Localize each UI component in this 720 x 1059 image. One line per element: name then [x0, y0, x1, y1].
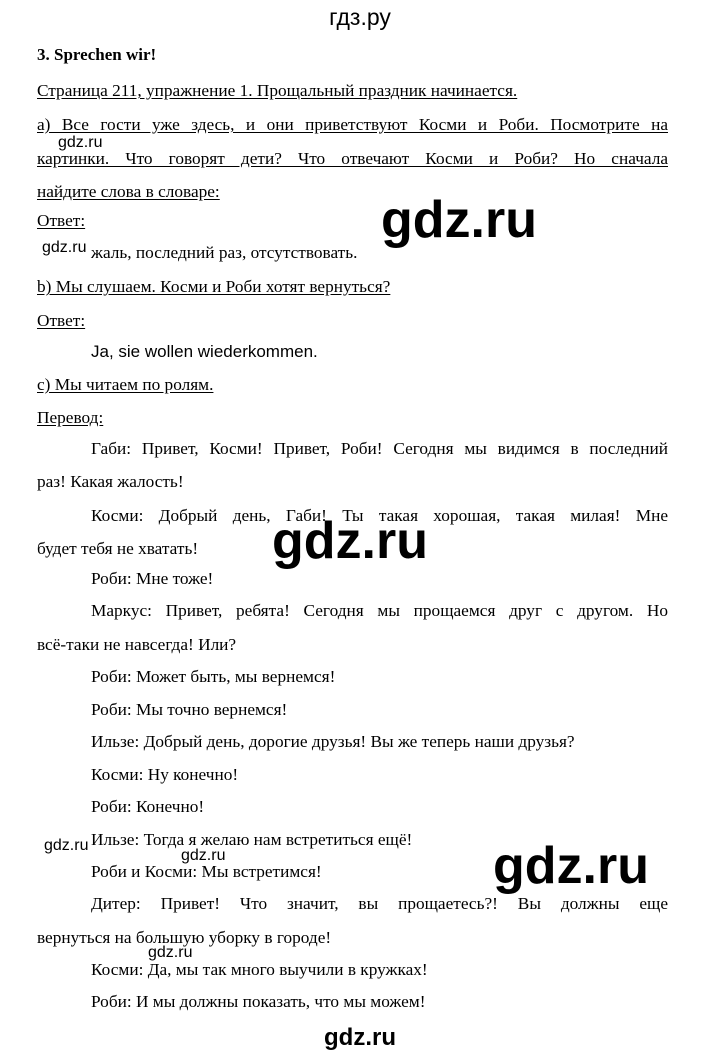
dialogue-line: Роби и Косми: Мы встретимся! [91, 862, 322, 881]
dialogue-line: Габи: Привет, Косми! Привет, Роби! Сегодня мы видимся в последний [91, 439, 668, 458]
answer-b-text: Ja, sie wollen wiederkommen. [91, 342, 318, 361]
task-b: b) Мы слушаем. Косми и Роби хотят вернуться? [37, 277, 391, 296]
watermark-small: gdz.ru [42, 239, 87, 256]
task-a-line-1: а) Все гости уже здесь, и они приветствуют Косми и Роби. Посмотрите на [37, 115, 668, 134]
dialogue-line: Косми: Добрый день, Габи! Ты такая хорошая, такая милая! Мне [91, 506, 668, 525]
translation-label: Перевод: [37, 408, 104, 427]
site-header-title: гдз.ру [329, 4, 391, 30]
dialogue-line: Роби: И мы должны показать, что мы можем! [91, 992, 426, 1011]
site-footer-watermark: gdz.ru [324, 1024, 396, 1051]
dialogue-line: раз! Какая жалость! [37, 472, 184, 491]
dialogue-line: будет тебя не хватать! [37, 539, 199, 558]
dialogue-line: Роби: Конечно! [91, 797, 205, 816]
watermark-small: gdz.ru [181, 847, 226, 864]
exercise-title: Страница 211, упражнение 1. Прощальный праздник начинается. [37, 81, 518, 100]
dialogue-line: Роби: Может быть, мы вернемся! [91, 667, 336, 686]
dialogue-line: всё-таки не навсегда! Или? [37, 635, 237, 654]
dialogue-line: Ильзе: Добрый день, дорогие друзья! Вы же теперь наши друзья? [91, 732, 575, 751]
watermark-large: gdz.ru [493, 837, 649, 895]
dialogue-line: Дитер: Привет! Что значит, вы прощаетесь?! Вы должны еще [91, 894, 668, 913]
dialogue-line: Ильзе: Тогда я желаю нам встретиться ещё! [91, 830, 413, 849]
answer-label-a: Ответ: [37, 211, 86, 230]
watermark-large: gdz.ru [381, 191, 537, 249]
watermark-small: gdz.ru [58, 134, 103, 151]
answer-label-b: Ответ: [37, 311, 86, 330]
watermark-large: gdz.ru [272, 512, 428, 570]
answer-a-text: жаль, последний раз, отсутствовать. [91, 243, 358, 262]
dialogue-line: Роби: Мы точно вернемся! [91, 700, 288, 719]
dialogue-line: Маркус: Привет, ребята! Сегодня мы прощаемся друг с другом. Но [91, 601, 668, 620]
watermark-small: gdz.ru [44, 837, 89, 854]
dialogue-line: Косми: Да, мы так много выучили в кружках! [91, 960, 428, 979]
dialogue-line: Косми: Ну конечно! [91, 765, 239, 784]
task-a-line-2: картинки. Что говорят дети? Что отвечают Косми и Роби? Но сначала [37, 149, 668, 168]
task-a-line-3: найдите слова в словаре: [37, 182, 220, 201]
watermark-small: gdz.ru [148, 944, 193, 961]
dialogue-line: Роби: Мне тоже! [91, 569, 214, 588]
task-c: c) Мы читаем по ролям. [37, 375, 214, 394]
dialogue-line: вернуться на большую уборку в городе! [37, 928, 332, 947]
section-title: 3. Sprechen wir! [37, 45, 157, 64]
